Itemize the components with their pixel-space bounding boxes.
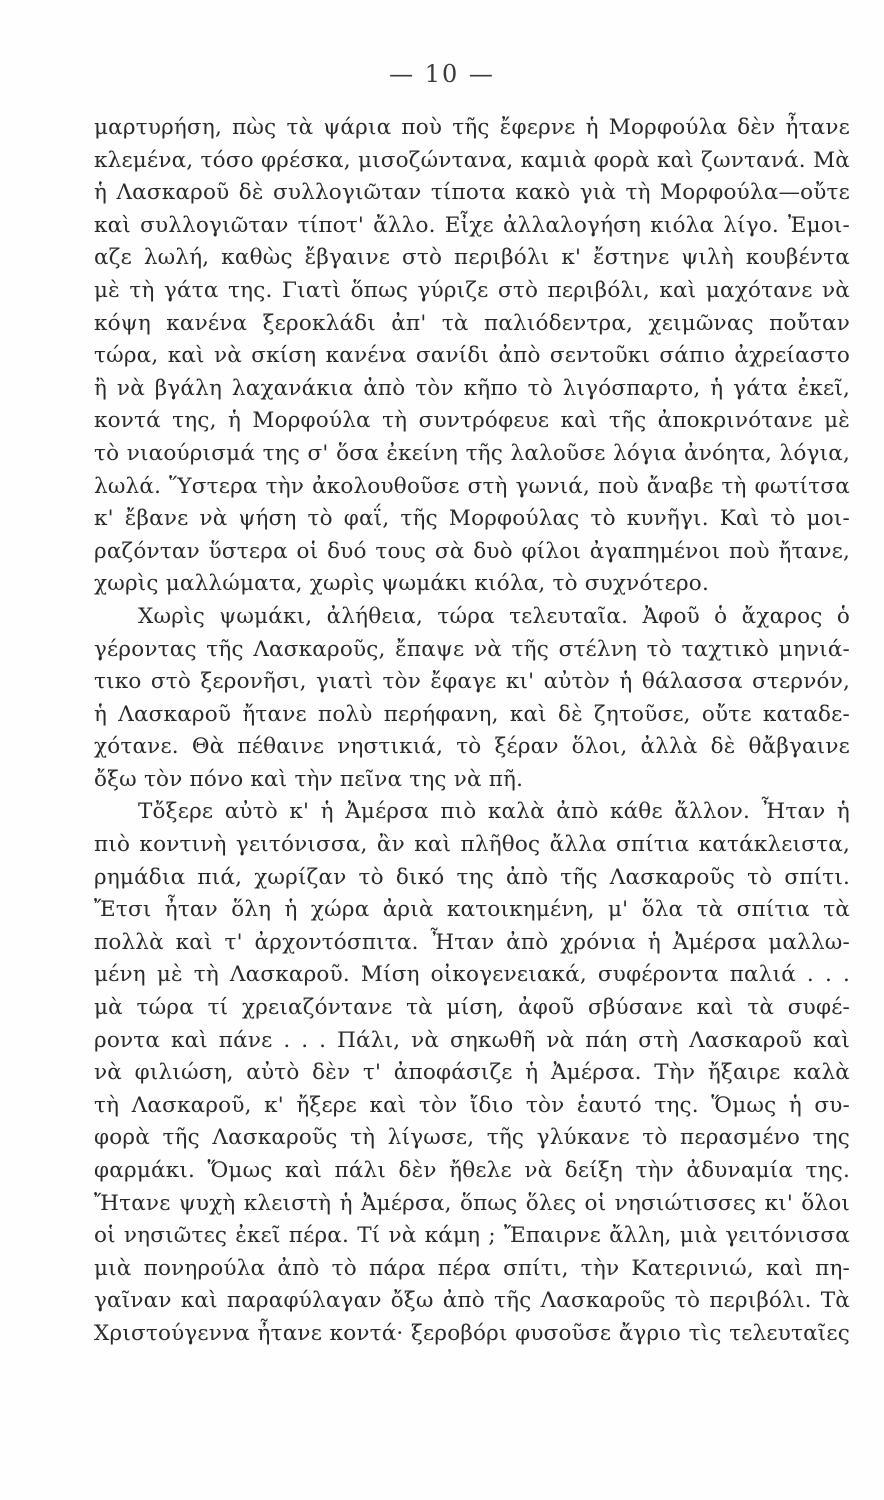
page-number: — 10 —	[389, 60, 495, 88]
text-line: μένη μὲ τὴ Λασκαροῦ. Μίση οἰκογενειακά, συφέροντα παλιά . . .	[94, 962, 850, 988]
text-line: καὶ συλλογιῶταν τίποτ' ἄλλο. Εἶχε ἀλλαλογήση κιόλα λίγο. Ἐμοι-	[94, 212, 850, 238]
paragraph-1	[94, 112, 850, 601]
text-line: ὄξω τὸν πόνο καὶ τὴν πεῖνα της νὰ πῆ.	[94, 766, 524, 792]
text-line: κ' ἔβανε νὰ ψήση τὸ φαΐ, τῆς Μορφούλας τὸ κυνῆγι. Καὶ τὸ μοι-	[94, 506, 850, 532]
text-line: Ἤτανε ψυχὴ κλειστὴ ἡ Ἀμέρσα, ὅπως ὅλες οἱ νησιώτισσες κι' ὅλοι	[94, 1190, 850, 1216]
text-line: χότανε. Θὰ πέθαινε νηστικιά, τὸ ξέραν ὅλοι, ἀλλὰ δὲ θἄβγαινε	[94, 734, 850, 760]
text-line: κοντά της, ἡ Μορφούλα τὴ συντρόφευε καὶ τῆς ἀποκρινότανε μὲ	[94, 408, 850, 434]
paragraph-2	[94, 601, 850, 797]
text-line: πολλὰ καὶ τ' ἀρχοντόσπιτα. Ἦταν ἀπὸ χρόνια ἡ Ἀμέρσα μαλλω-	[94, 929, 850, 955]
text-line: φορὰ τῆς Λασκαροῦς τὴ λίγωσε, τῆς γλύκανε τὸ περασμένο της	[94, 1125, 850, 1151]
text-line: μὰ τώρα τί χρειαζόντανε τὰ μίση, ἀφοῦ σβύσανε καὶ τὰ συφέ-	[94, 995, 850, 1021]
text-line: ἢ νὰ βγάλη λαχανάκια ἀπὸ τὸν κῆπο τὸ λιγόσπαρτο, ἡ γάτα ἐκεῖ,	[94, 375, 850, 401]
body-text	[94, 112, 850, 1351]
text-line: τικο στὸ ξερονῆσι, γιατὶ τὸν ἔφαγε κι' αὐτὸν ἡ θάλασσα στερνόν,	[94, 669, 850, 695]
text-line: πιὸ κοντινὴ γειτόνισσα, ἂν καὶ πλῆθος ἄλλα σπίτια κατάκλειστα,	[94, 832, 850, 858]
text-line: Τὄξερε αὐτὸ κ' ἡ Ἀμέρσα πιὸ καλὰ ἀπὸ κάθε ἄλλον. Ἦταν ἡ	[138, 799, 850, 825]
text-line: αζε λωλή, καθὼς ἔβγαινε στὸ περιβόλι κ' ἔστηνε ψιλὴ κουβέντα	[94, 245, 850, 271]
text-line: φαρμάκι. Ὅμως καὶ πάλι δὲν ἤθελε νὰ δείξη τὴν ἀδυναμία της.	[94, 1158, 850, 1183]
text-line: κλεμένα, τόσο φρέσκα, μισοζώντανα, καμιὰ φορὰ καὶ ζωντανά. Μὰ	[94, 147, 850, 173]
text-line: Ἔτσι ἦταν ὅλη ἡ χώρα ἀριὰ κατοικημένη, μ' ὅλα τὰ σπίτια τὰ	[94, 897, 850, 923]
text-line: τώρα, καὶ νὰ σκίση κανένα σανίδι ἀπὸ σεντοῦκι σάπιο ἀχρείαστο	[94, 343, 850, 369]
text-line: μιὰ πονηρούλα ἀπὸ τὸ πάρα πέρα σπίτι, τὴν Κατερινιώ, καὶ πη-	[94, 1255, 850, 1281]
text-line: οἱ νησιῶτες ἐκεῖ πέρα. Τί νὰ κάμη ; Ἔπαιρνε ἄλλη, μιὰ γειτόνισσα	[94, 1223, 850, 1249]
text-line: ἡ Λασκαροῦ ἤτανε πολὺ περήφανη, καὶ δὲ ζητοῦσε, οὔτε καταδε-	[94, 701, 850, 727]
text-line: γέροντας τῆς Λασκαροῦς, ἔπαψε νὰ τῆς στέλνη τὸ ταχτικὸ μηνιά-	[94, 636, 850, 662]
text-line: μὲ τὴ γάτα της. Γιατὶ ὅπως γύριζε στὸ περιβόλι, καὶ μαχότανε νὰ	[94, 277, 850, 303]
text-line: γαῖναν καὶ παραφύλαγαν ὄξω ἀπὸ τῆς Λασκαροῦς τὸ περιβόλι. Τὰ	[94, 1288, 850, 1314]
text-line: Χωρὶς ψωμάκι, ἀλήθεια, τώρα τελευταῖα. Ἀφοῦ ὁ ἄχαρος ὁ	[138, 603, 850, 629]
text-line: Χριστούγεννα ἦτανε κοντά· ξεροβόρι φυσοῦσε ἄγριο τὶς τελευταῖες	[94, 1320, 850, 1346]
text-line: ροντα καὶ πάνε . . . Πάλι, νὰ σηκωθῆ νὰ πάη στὴ Λασκαροῦ καὶ	[94, 1027, 850, 1053]
text-line: κόψη κανένα ξεροκλάδι ἀπ' τὰ παλιόδεντρα, χειμῶνας ποὔταν	[94, 310, 850, 336]
text-line: λωλά. Ὕστερα τὴν ἀκολουθοῦσε στὴ γωνιά, ποὺ ἄναβε τὴ φωτίτσα	[94, 473, 850, 499]
paragraph-3	[94, 796, 850, 1350]
text-line: ἡ Λασκαροῦ δὲ συλλογιῶταν τίποτα κακὸ γιὰ τὴ Μορφούλα—οὔτε	[94, 180, 850, 206]
text-line: ραζόνταν ὕστερα οἱ δυό τους σὰ δυὸ φίλοι ἀγαπημένοι ποὺ ἤτανε,	[94, 538, 850, 564]
text-line: χωρὶς μαλλώματα, χωρὶς ψωμάκι κιόλα, τὸ συχνότερο.	[94, 571, 709, 597]
text-line: μαρτυρήση, πὼς τὰ ψάρια ποὺ τῆς ἔφερνε ἡ Μορφούλα δὲν ἦτανε	[94, 115, 850, 140]
text-line: ρημάδια πιά, χωρίζαν τὸ δικό της ἀπὸ τῆς Λασκαροῦς τὸ σπίτι.	[94, 864, 850, 890]
text-line: τὴ Λασκαροῦ, κ' ἤξερε καὶ τὸν ἴδιο τὸν ἑαυτό της. Ὅμως ἡ συ-	[94, 1092, 850, 1118]
text-line: τὸ νιαούρισμά της σ' ὅσα ἐκείνη τῆς λαλοῦσε λόγια ἀνόητα, λόγια,	[94, 440, 850, 466]
text-line: νὰ φιλιώση, αὐτὸ δὲν τ' ἀποφάσιζε ἡ Ἀμέρσα. Τὴν ἤξαιρε καλὰ	[94, 1060, 850, 1086]
